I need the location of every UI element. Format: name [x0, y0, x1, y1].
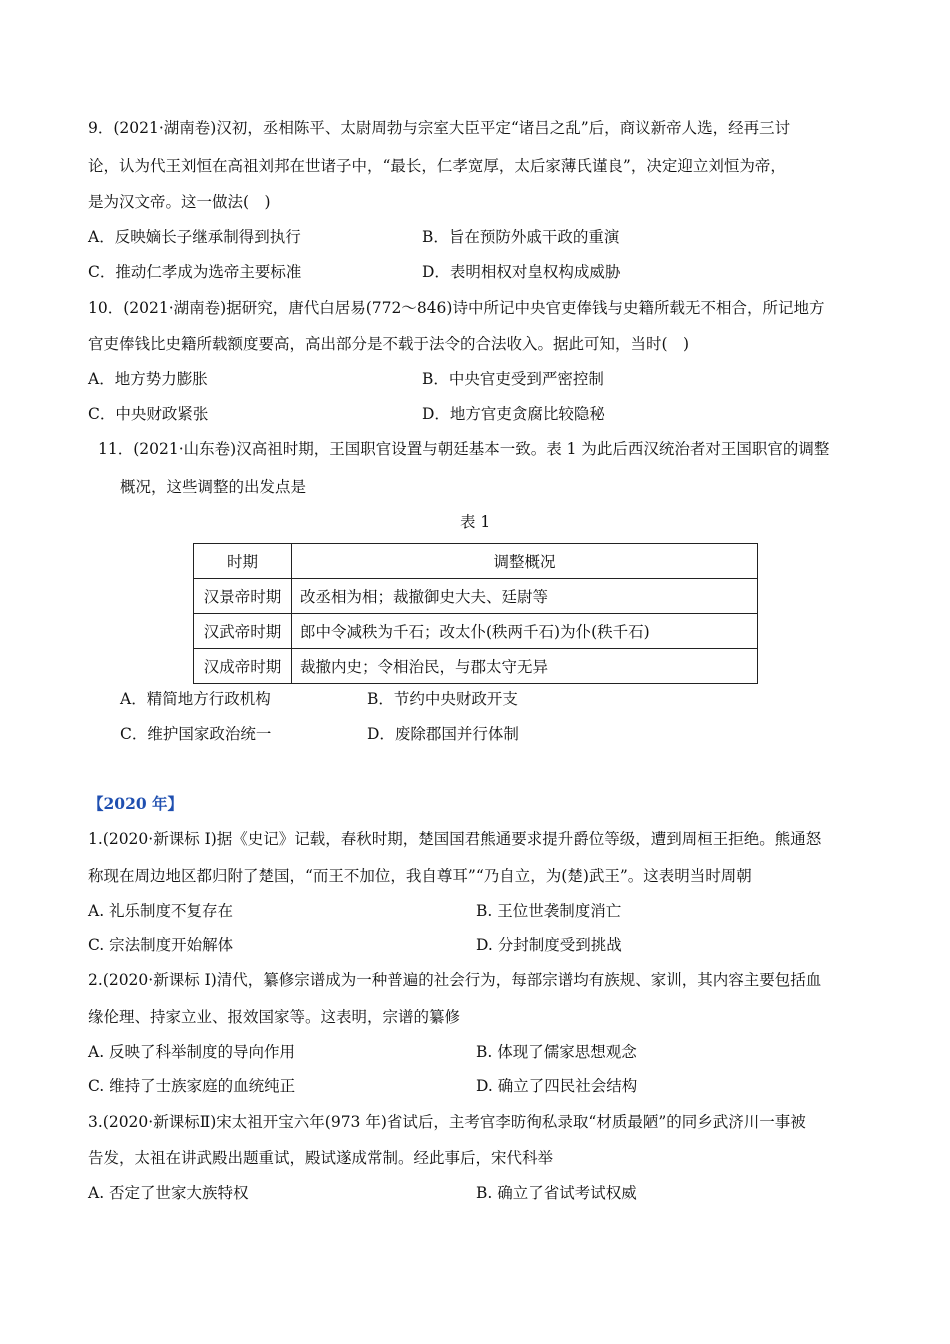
q11-line-1: 11．(2021·山东卷)汉高祖时期，王国职官设置与朝廷基本一致。表 1 为此后西汉统治者对王国职官的调整 — [98, 440, 830, 458]
q2-option-c: C. 维持了士族家庭的血统纯正 — [88, 1077, 296, 1095]
q1-option-b: B. 王位世袭制度消亡 — [476, 902, 622, 920]
table-header-summary: 调整概况 — [292, 544, 758, 579]
q1-option-a: A. 礼乐制度不复存在 — [88, 902, 234, 920]
q11-option-d: D．废除郡国并行体制 — [367, 725, 519, 743]
q2-line-1: 2.(2020·新课标 I)清代，纂修宗谱成为一种普遍的社会行为，每部宗谱均有族规、家训，其内容主要包括血 — [88, 971, 822, 989]
q11-option-b: B．节约中央财政开支 — [367, 690, 518, 708]
q9-option-c: C．推动仁孝成为选帝主要标准 — [88, 263, 302, 281]
q3-option-b: B. 确立了省试考试权威 — [476, 1184, 637, 1202]
q9-option-b: B．旨在预防外戚干政的重演 — [422, 228, 620, 246]
q9-line-3: 是为汉文帝。这一做法( ) — [88, 193, 271, 211]
q9-line-2: 论，认为代王刘恒在高祖刘邦在世诸子中，“最长，仁孝宽厚，太后家薄氏谨良”，决定迎立刘恒为帝， — [88, 157, 786, 175]
q11-option-c: C．维护国家政治统一 — [120, 725, 272, 743]
table-row — [194, 579, 758, 614]
q10-option-c: C．中央财政紧张 — [88, 405, 209, 423]
table-header-period: 时期 — [194, 544, 292, 579]
table-caption: 表 1 — [460, 513, 491, 531]
q10-option-a: A．地方势力膨胀 — [88, 370, 208, 388]
q3-line-2: 告发，太祖在讲武殿出题重试，殿试遂成常制。经此事后，宋代科举 — [88, 1149, 554, 1167]
q9-option-d: D．表明相权对皇权构成威胁 — [422, 263, 621, 281]
q1-option-d: D. 分封制度受到挑战 — [476, 936, 622, 954]
table-header-row — [194, 544, 758, 579]
q10-option-b: B．中央官吏受到严密控制 — [422, 370, 604, 388]
q9-line-1: 9．(2021·湖南卷)汉初，丞相陈平、太尉周勃与宗室大臣平定“诸吕之乱”后，商议新帝人选，经再三讨 — [88, 119, 791, 137]
table-row — [194, 649, 758, 684]
q3-line-1: 3.(2020·新课标Ⅱ)宋太祖开宝六年(973 年)省试后，主考官李昉徇私录取“材质最陋”的同乡武济川一事被 — [88, 1113, 806, 1131]
adjustment-table — [193, 543, 758, 684]
table-cell-summary: 改丞相为相；裁撤御史大夫、廷尉等 — [292, 579, 758, 614]
q2-option-a: A. 反映了科举制度的导向作用 — [88, 1043, 296, 1061]
q10-line-1: 10．(2021·湖南卷)据研究，唐代白居易(772～846)诗中所记中央官吏俸钱与史籍所载无不相合，所记地方 — [88, 299, 825, 317]
q10-line-2: 官吏俸钱比史籍所载额度要高，高出部分是不载于法令的合法收入。据此可知，当时( ) — [88, 335, 690, 353]
q3-option-a: A. 否定了世家大族特权 — [88, 1184, 249, 1202]
q1-line-1: 1.(2020·新课标 I)据《史记》记载，春秋时期，楚国国君熊通要求提升爵位等级，遭到周桓王拒绝。熊通怒 — [88, 830, 822, 848]
q11-line-2: 概况，这些调整的出发点是 — [120, 478, 307, 496]
table-cell-summary: 郎中令减秩为千石；改太仆(秩两千石)为仆(秩千石) — [292, 614, 758, 649]
table-cell-period: 汉成帝时期 — [194, 649, 292, 684]
q2-option-d: D. 确立了四民社会结构 — [476, 1077, 638, 1095]
table-cell-period: 汉武帝时期 — [194, 614, 292, 649]
table-cell-summary: 裁撤内史；令相治民，与郡太守无异 — [292, 649, 758, 684]
q11-option-a: A．精简地方行政机构 — [120, 690, 271, 708]
year-heading: 【2020 年】 — [88, 794, 184, 813]
q10-option-d: D．地方官吏贪腐比较隐秘 — [422, 405, 605, 423]
q2-option-b: B. 体现了儒家思想观念 — [476, 1043, 637, 1061]
q1-option-c: C. 宗法制度开始解体 — [88, 936, 234, 954]
q1-line-2: 称现在周边地区都归附了楚国，“而王不加位，我自尊耳”“乃自立，为(楚)武王”。这表明当时周朝 — [88, 867, 752, 885]
q9-option-a: A．反映嫡长子继承制得到执行 — [88, 228, 301, 246]
table-cell-period: 汉景帝时期 — [194, 579, 292, 614]
q2-line-2: 缘伦理、持家立业、报效国家等。这表明，宗谱的纂修 — [88, 1008, 461, 1026]
table-row — [194, 614, 758, 649]
